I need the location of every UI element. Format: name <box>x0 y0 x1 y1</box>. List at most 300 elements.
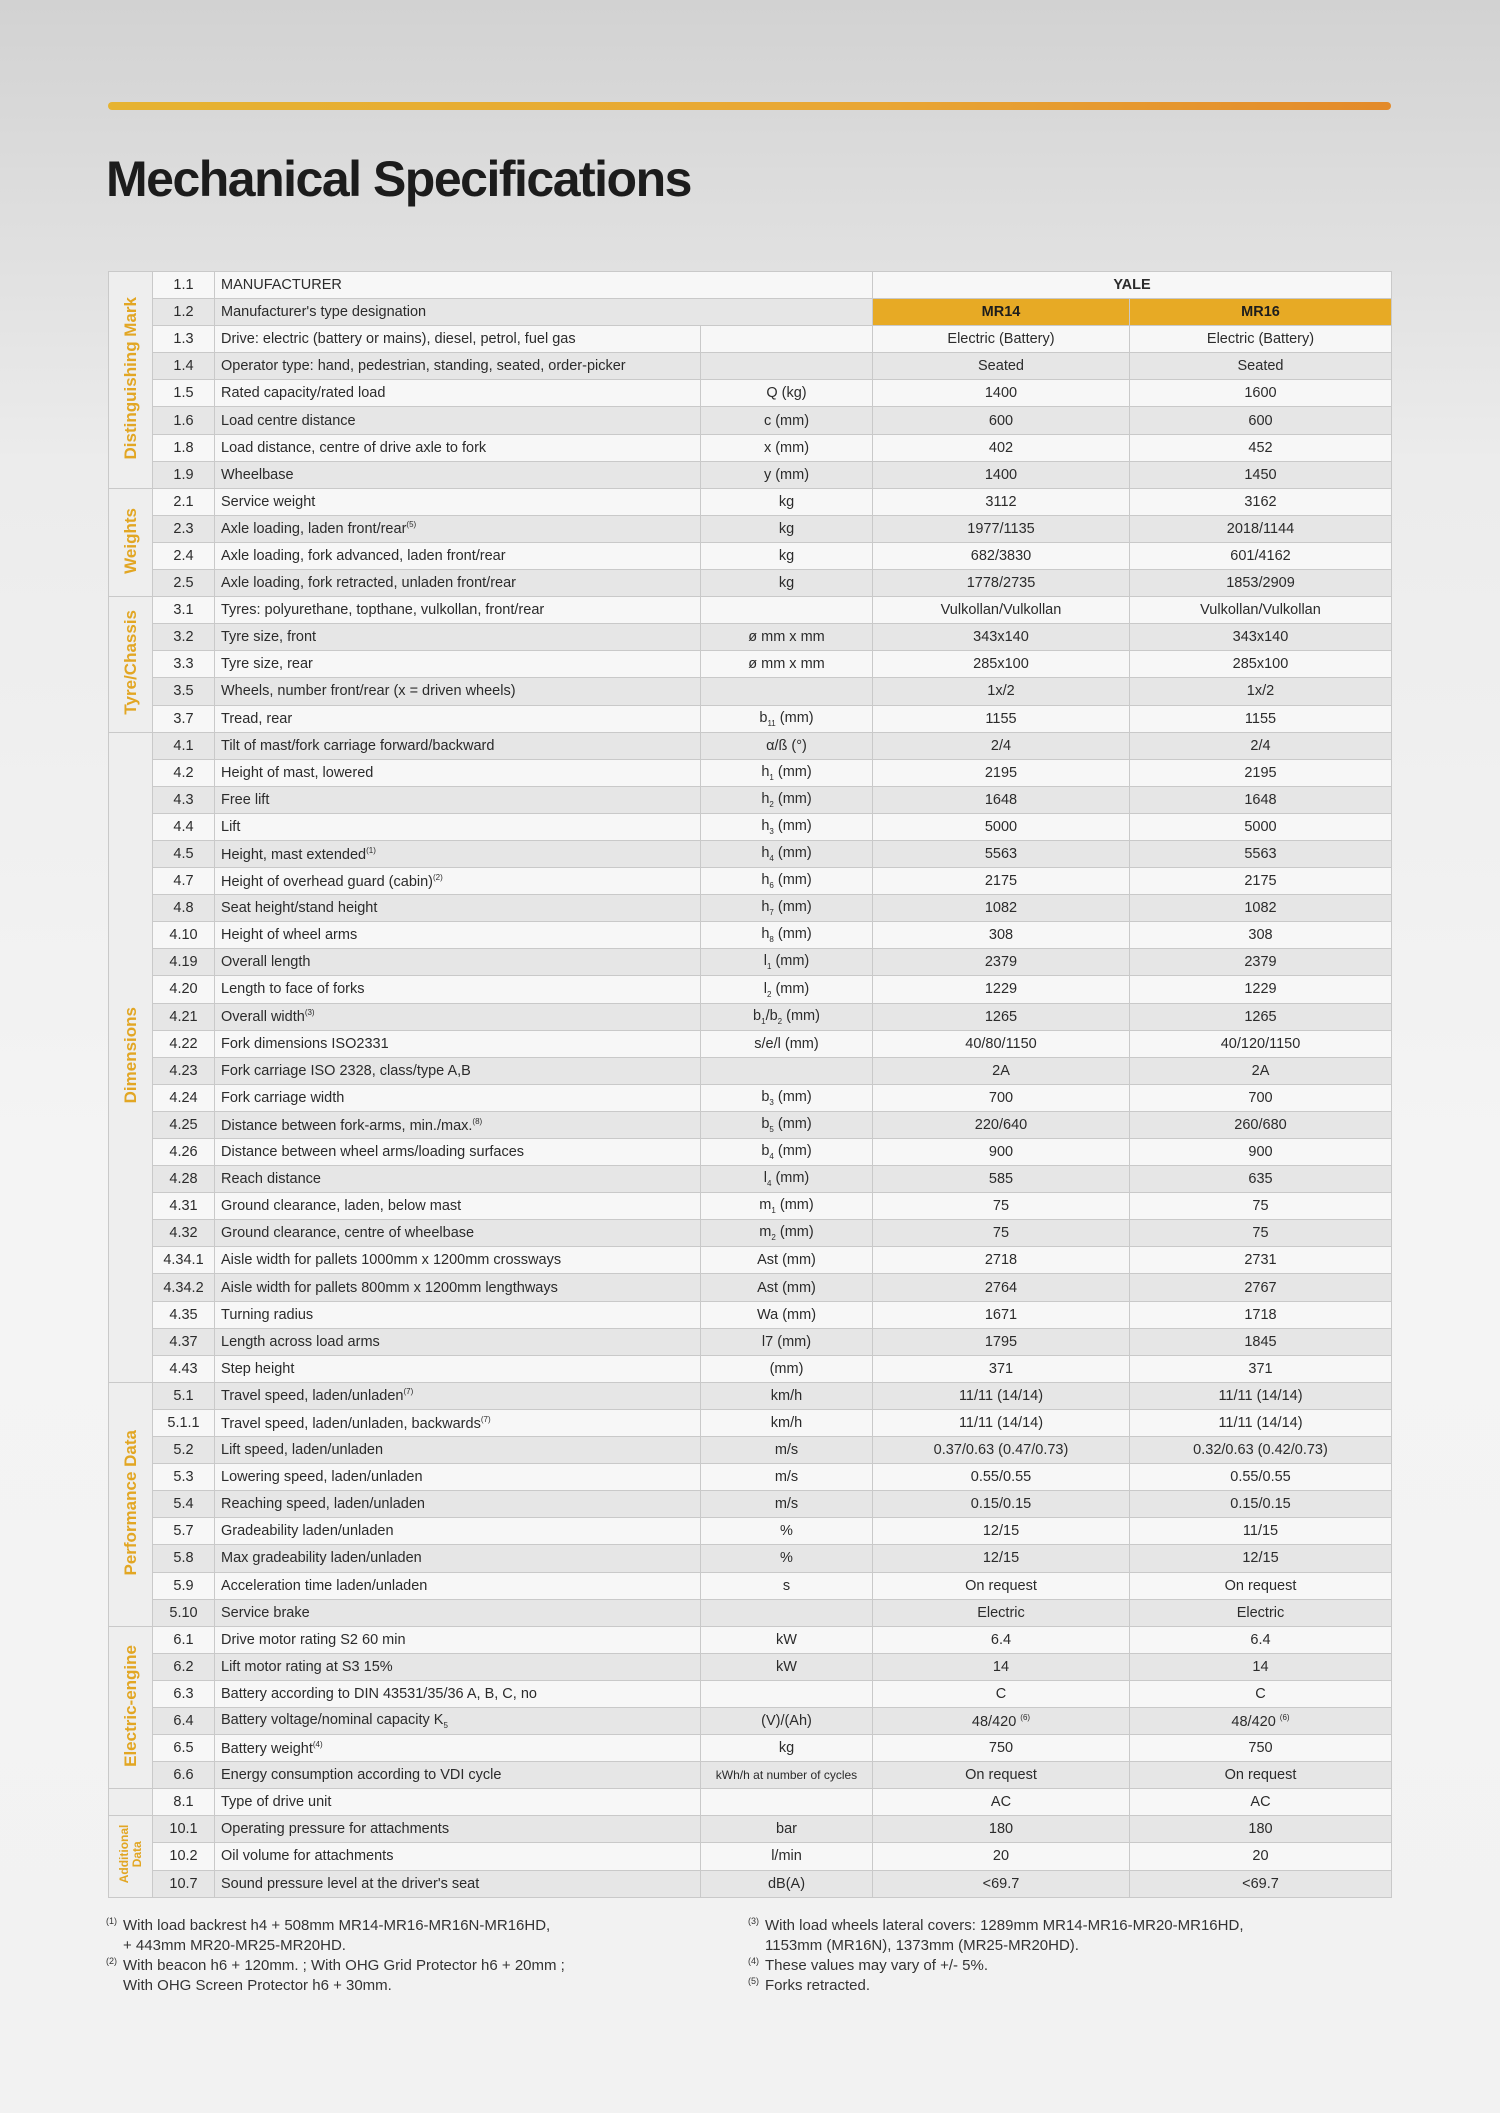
row-number: 3.7 <box>153 705 215 732</box>
value-mr14: 1155 <box>873 705 1130 732</box>
row-number: 10.7 <box>153 1870 215 1897</box>
row-unit: $b_4$ (mm) <box>701 1139 873 1166</box>
value-mr14: 1229 <box>873 976 1130 1003</box>
value-mr16: 2767 <box>1130 1274 1392 1301</box>
table-row <box>109 786 1392 813</box>
row-description: Load distance, centre of drive axle to fork <box>215 434 701 461</box>
row-number: 4.32 <box>153 1220 215 1247</box>
table-row <box>109 272 1392 299</box>
row-description: Height of wheel arms <box>215 922 701 949</box>
value-mr14: 2A <box>873 1057 1130 1084</box>
footnote-mark: (1) <box>106 1916 117 1926</box>
table-row <box>109 434 1392 461</box>
value-mr14: 11/11 (14/14) <box>873 1382 1130 1409</box>
row-unit: kW <box>701 1653 873 1680</box>
row-number: 10.2 <box>153 1843 215 1870</box>
table-row <box>109 840 1392 867</box>
manufacturer-value: YALE <box>873 272 1392 299</box>
table-row <box>109 1843 1392 1870</box>
row-unit: % <box>701 1518 873 1545</box>
value-mr16: 308 <box>1130 922 1392 949</box>
row-unit: $b_3$ (mm) <box>701 1084 873 1111</box>
value-mr14: 1082 <box>873 895 1130 922</box>
row-description: Height, mast extended$^{(1)}$ <box>215 840 701 867</box>
row-unit: y (mm) <box>701 461 873 488</box>
row-description: Drive motor rating S2 60 min <box>215 1626 701 1653</box>
row-description: Type of drive unit <box>215 1789 701 1816</box>
row-description: Fork carriage width <box>215 1084 701 1111</box>
row-description: Step height <box>215 1355 701 1382</box>
table-row <box>109 515 1392 542</box>
value-mr16: 75 <box>1130 1220 1392 1247</box>
spec-table <box>108 271 1392 1898</box>
row-unit: $b_5$ (mm) <box>701 1111 873 1138</box>
value-mr14: 0.55/0.55 <box>873 1464 1130 1491</box>
value-mr16: 1450 <box>1130 461 1392 488</box>
value-mr16: 371 <box>1130 1355 1392 1382</box>
table-row <box>109 1572 1392 1599</box>
row-description: Wheelbase <box>215 461 701 488</box>
value-mr14: 2718 <box>873 1247 1130 1274</box>
value-mr14: Seated <box>873 353 1130 380</box>
value-mr14: <69.7 <box>873 1870 1130 1897</box>
row-number: 4.20 <box>153 976 215 1003</box>
footnote-ref: (4) <box>312 1739 323 1749</box>
row-description: Max gradeability laden/unladen <box>215 1545 701 1572</box>
subscript: 1 <box>771 1206 776 1216</box>
row-number: 4.37 <box>153 1328 215 1355</box>
value-mr14: 285x100 <box>873 651 1130 678</box>
footnotes-right <box>748 1916 1243 1996</box>
table-row <box>109 1870 1392 1897</box>
value-mr16: <69.7 <box>1130 1870 1392 1897</box>
row-description: Overall width$^{(3)}$ <box>215 1003 701 1030</box>
value-mr16: 600 <box>1130 407 1392 434</box>
value-mr14: 1400 <box>873 380 1130 407</box>
row-number: 6.1 <box>153 1626 215 1653</box>
row-number: 3.1 <box>153 597 215 624</box>
row-unit: l7 (mm) <box>701 1328 873 1355</box>
footnote-text: Forks retracted. <box>765 1977 871 1994</box>
row-unit <box>701 353 873 380</box>
value-mr14: 75 <box>873 1193 1130 1220</box>
section-label-cell <box>109 1816 153 1897</box>
row-unit: l/min <box>701 1843 873 1870</box>
value-mr14: 600 <box>873 407 1130 434</box>
value-mr14: 2764 <box>873 1274 1130 1301</box>
row-number: 2.4 <box>153 542 215 569</box>
accent-bar <box>108 102 1391 110</box>
subscript: 7 <box>769 908 774 918</box>
row-description: Operating pressure for attachments <box>215 1816 701 1843</box>
table-row <box>109 597 1392 624</box>
table-row <box>109 895 1392 922</box>
row-number: 2.1 <box>153 488 215 515</box>
subscript: 4 <box>766 1179 772 1189</box>
value-mr16: 1229 <box>1130 976 1392 1003</box>
subscript: 11 <box>767 718 776 728</box>
row-description: Free lift <box>215 786 701 813</box>
value-mr14: 1x/2 <box>873 678 1130 705</box>
subscript: 1 <box>769 772 774 782</box>
row-description: Aisle width for pallets 800mm x 1200mm lengthways <box>215 1274 701 1301</box>
table-row <box>109 949 1392 976</box>
value-mr16: 20 <box>1130 1843 1392 1870</box>
section-label: Performance Data <box>120 1429 140 1576</box>
footnote-ref: (3) <box>304 1008 315 1018</box>
value-mr14: 0.37/0.63 (0.47/0.73) <box>873 1437 1130 1464</box>
row-unit <box>701 1789 873 1816</box>
value-mr16: 2A <box>1130 1057 1392 1084</box>
row-unit: Ast (mm) <box>701 1274 873 1301</box>
table-row <box>109 1328 1392 1355</box>
footnote-ref: (8) <box>472 1116 483 1126</box>
value-mr14: 1648 <box>873 786 1130 813</box>
footnote-ref: (7) <box>480 1414 491 1424</box>
row-description: Overall length <box>215 949 701 976</box>
row-description: Service brake <box>215 1599 701 1626</box>
subscript: 2 <box>769 799 774 809</box>
value-mr16: 285x100 <box>1130 651 1392 678</box>
row-description: Lift <box>215 813 701 840</box>
table-row <box>109 1599 1392 1626</box>
value-mr16: 2018/1144 <box>1130 515 1392 542</box>
row-description: Reaching speed, laden/unladen <box>215 1491 701 1518</box>
value-mr16: 2/4 <box>1130 732 1392 759</box>
value-mr14: 343x140 <box>873 624 1130 651</box>
value-mr14: 220/640 <box>873 1111 1130 1138</box>
value-mr16: 1155 <box>1130 705 1392 732</box>
subscript: 5 <box>769 1124 774 1134</box>
table-row <box>109 353 1392 380</box>
row-unit: bar <box>701 1816 873 1843</box>
row-unit: $b_{11}$ (mm) <box>701 705 873 732</box>
row-unit <box>701 1057 873 1084</box>
footnote-text: With load backrest h4 + 508mm MR14-MR16-MR16N-MR16HD, <box>123 1917 551 1934</box>
row-description: Oil volume for attachments <box>215 1843 701 1870</box>
row-number: 6.4 <box>153 1707 215 1734</box>
table-row <box>109 1762 1392 1789</box>
footnote <box>748 1956 1243 1976</box>
subscript: 6 <box>769 881 774 891</box>
table-row <box>109 488 1392 515</box>
table-row <box>109 1057 1392 1084</box>
row-description: Ground clearance, laden, below mast <box>215 1193 701 1220</box>
row-number: 4.10 <box>153 922 215 949</box>
table-row <box>109 1030 1392 1057</box>
row-description: Aisle width for pallets 1000mm x 1200mm crossways <box>215 1247 701 1274</box>
row-unit: % <box>701 1545 873 1572</box>
value-mr16: 260/680 <box>1130 1111 1392 1138</box>
page-title: Mechanical Specifications <box>106 151 691 207</box>
value-mr14: 371 <box>873 1355 1130 1382</box>
row-number: 5.8 <box>153 1545 215 1572</box>
table-row <box>109 299 1392 326</box>
section-label: Distinguishing Mark <box>120 296 140 460</box>
value-mr14: 75 <box>873 1220 1130 1247</box>
value-mr16: Seated <box>1130 353 1392 380</box>
row-description: Height of mast, lowered <box>215 759 701 786</box>
row-description: Tyre size, rear <box>215 651 701 678</box>
value-mr14: 12/15 <box>873 1518 1130 1545</box>
footnote-ref: (6) <box>1279 1712 1290 1722</box>
row-unit: m/s <box>701 1491 873 1518</box>
row-description: Lift speed, laden/unladen <box>215 1437 701 1464</box>
value-mr14: 2/4 <box>873 732 1130 759</box>
row-number: 4.2 <box>153 759 215 786</box>
row-description: Distance between fork-arms, min./max.$^{(8)}$ <box>215 1111 701 1138</box>
subscript: 4 <box>769 853 774 863</box>
subscript: 1 <box>761 1016 766 1026</box>
value-mr14: 1778/2735 <box>873 570 1130 597</box>
row-description: Turning radius <box>215 1301 701 1328</box>
value-mr16: 1x/2 <box>1130 678 1392 705</box>
value-mr16: 0.32/0.63 (0.42/0.73) <box>1130 1437 1392 1464</box>
row-description: Battery weight$^{(4)}$ <box>215 1735 701 1762</box>
footnote-mark: (5) <box>748 1976 759 1986</box>
value-mr16: 0.55/0.55 <box>1130 1464 1392 1491</box>
row-number: 2.5 <box>153 570 215 597</box>
row-unit: Wa (mm) <box>701 1301 873 1328</box>
row-unit: km/h <box>701 1409 873 1436</box>
footnote-text: With beacon h6 + 120mm. ; With OHG Grid Protector h6 + 20mm ; <box>123 1957 565 1974</box>
row-description: Length to face of forks <box>215 976 701 1003</box>
value-mr14: On request <box>873 1572 1130 1599</box>
value-mr16: 14 <box>1130 1653 1392 1680</box>
value-mr14: 0.15/0.15 <box>873 1491 1130 1518</box>
row-unit: Ast (mm) <box>701 1247 873 1274</box>
row-unit: Q (kg) <box>701 380 873 407</box>
subscript: 2 <box>777 1016 783 1026</box>
row-unit: $h_3$ (mm) <box>701 813 873 840</box>
row-unit: s/e/l (mm) <box>701 1030 873 1057</box>
subscript: 1 <box>766 962 772 972</box>
row-number: 4.34.1 <box>153 1247 215 1274</box>
value-mr14: 308 <box>873 922 1130 949</box>
value-mr14: C <box>873 1680 1130 1707</box>
row-unit: $h_4$ (mm) <box>701 840 873 867</box>
model-mr14: MR14 <box>873 299 1130 326</box>
value-mr16: 1718 <box>1130 1301 1392 1328</box>
row-number: 5.1.1 <box>153 1409 215 1436</box>
value-mr16: 2175 <box>1130 868 1392 895</box>
row-unit: x (mm) <box>701 434 873 461</box>
value-mr16: 0.15/0.15 <box>1130 1491 1392 1518</box>
value-mr14: 1265 <box>873 1003 1130 1030</box>
value-mr16: 343x140 <box>1130 624 1392 651</box>
subscript: 4 <box>769 1151 774 1161</box>
row-number: 4.21 <box>153 1003 215 1030</box>
row-number: 4.31 <box>153 1193 215 1220</box>
footnote <box>748 1916 1243 1956</box>
section-label: Additional Data <box>116 1825 144 1884</box>
value-mr16: AC <box>1130 1789 1392 1816</box>
row-number: 4.3 <box>153 786 215 813</box>
value-mr14: 682/3830 <box>873 542 1130 569</box>
row-unit <box>701 678 873 705</box>
row-unit: kg <box>701 515 873 542</box>
table-row <box>109 922 1392 949</box>
table-row <box>109 1111 1392 1138</box>
row-description: Distance between wheel arms/loading surfaces <box>215 1139 701 1166</box>
row-number: 1.9 <box>153 461 215 488</box>
row-number: 4.1 <box>153 732 215 759</box>
value-mr14: 3112 <box>873 488 1130 515</box>
value-mr16: 6.4 <box>1130 1626 1392 1653</box>
row-unit: $m_1$ (mm) <box>701 1193 873 1220</box>
table-row <box>109 1355 1392 1382</box>
table-row <box>109 1545 1392 1572</box>
row-unit: (V)/(Ah) <box>701 1707 873 1734</box>
row-unit: $h_2$ (mm) <box>701 786 873 813</box>
section-label: Tyre/Chassis <box>120 610 140 715</box>
table-row <box>109 542 1392 569</box>
value-mr14: 12/15 <box>873 1545 1130 1572</box>
row-description: Drive: electric (battery or mains), diesel, petrol, fuel gas <box>215 326 701 353</box>
row-description: Tyres: polyurethane, topthane, vulkollan, front/rear <box>215 597 701 624</box>
row-description: Travel speed, laden/unladen$^{(7)}$ <box>215 1382 701 1409</box>
row-unit: kg <box>701 542 873 569</box>
value-mr14: 1671 <box>873 1301 1130 1328</box>
section-label-cell <box>109 488 153 596</box>
value-mr14: 40/80/1150 <box>873 1030 1130 1057</box>
value-mr14: AC <box>873 1789 1130 1816</box>
section-label: Weights <box>120 507 140 574</box>
row-description: Reach distance <box>215 1166 701 1193</box>
value-mr14: Vulkollan/Vulkollan <box>873 597 1130 624</box>
value-mr16: 2379 <box>1130 949 1392 976</box>
row-unit: (mm) <box>701 1355 873 1382</box>
row-description: Manufacturer's type designation <box>215 299 873 326</box>
table-row <box>109 1518 1392 1545</box>
value-mr16: 11/15 <box>1130 1518 1392 1545</box>
row-number: 4.19 <box>153 949 215 976</box>
value-mr14: 180 <box>873 1816 1130 1843</box>
table-row <box>109 407 1392 434</box>
value-mr16: On request <box>1130 1572 1392 1599</box>
row-unit: kg <box>701 488 873 515</box>
row-number: 4.8 <box>153 895 215 922</box>
row-unit <box>701 597 873 624</box>
value-mr16: 1853/2909 <box>1130 570 1392 597</box>
value-mr16: 11/11 (14/14) <box>1130 1382 1392 1409</box>
value-mr16: 900 <box>1130 1139 1392 1166</box>
value-mr16: Electric <box>1130 1599 1392 1626</box>
row-number: 4.26 <box>153 1139 215 1166</box>
footnote-text-cont: 1153mm (MR16N), 1373mm (MR25-MR20HD). <box>765 1937 1079 1954</box>
row-description: Fork dimensions ISO2331 <box>215 1030 701 1057</box>
row-description: Load centre distance <box>215 407 701 434</box>
value-mr16: 452 <box>1130 434 1392 461</box>
row-unit: ø mm x mm <box>701 624 873 651</box>
value-mr14: 2379 <box>873 949 1130 976</box>
row-number: 5.10 <box>153 1599 215 1626</box>
row-number: 5.1 <box>153 1382 215 1409</box>
table-row <box>109 326 1392 353</box>
value-mr14: 5000 <box>873 813 1130 840</box>
table-row <box>109 678 1392 705</box>
subscript: 2 <box>766 989 772 999</box>
row-number: 4.28 <box>153 1166 215 1193</box>
value-mr14: 5563 <box>873 840 1130 867</box>
row-unit: kW <box>701 1626 873 1653</box>
row-unit: $l_1$ (mm) <box>701 949 873 976</box>
value-mr16: 750 <box>1130 1735 1392 1762</box>
section-label: Electric-engine <box>120 1644 140 1767</box>
footnote <box>748 1976 1243 1996</box>
row-number: 2.3 <box>153 515 215 542</box>
value-mr14: 402 <box>873 434 1130 461</box>
value-mr16: 5000 <box>1130 813 1392 840</box>
table-row <box>109 1139 1392 1166</box>
section-label-cell <box>109 1789 153 1816</box>
value-mr14: 1795 <box>873 1328 1130 1355</box>
row-description: Seat height/stand height <box>215 895 701 922</box>
row-number: 6.5 <box>153 1735 215 1762</box>
row-number: 4.34.2 <box>153 1274 215 1301</box>
row-number: 1.5 <box>153 380 215 407</box>
row-unit <box>701 326 873 353</box>
row-unit: km/h <box>701 1382 873 1409</box>
table-row <box>109 624 1392 651</box>
table-row <box>109 1653 1392 1680</box>
value-mr16: 2731 <box>1130 1247 1392 1274</box>
table-row <box>109 1166 1392 1193</box>
value-mr14: 6.4 <box>873 1626 1130 1653</box>
footnotes-left <box>106 1916 565 1996</box>
value-mr14: 1977/1135 <box>873 515 1130 542</box>
section-label-cell <box>109 597 153 732</box>
row-number: 1.3 <box>153 326 215 353</box>
value-mr16: 3162 <box>1130 488 1392 515</box>
table-row <box>109 1680 1392 1707</box>
table-row <box>109 1274 1392 1301</box>
row-number: 4.43 <box>153 1355 215 1382</box>
value-mr16: Electric (Battery) <box>1130 326 1392 353</box>
value-mr16: 1265 <box>1130 1003 1392 1030</box>
footnote-text-cont: With OHG Screen Protector h6 + 30mm. <box>123 1977 392 1994</box>
row-description: Tread, rear <box>215 705 701 732</box>
row-unit: s <box>701 1572 873 1599</box>
footnote-ref: (6) <box>1020 1712 1031 1722</box>
row-unit: $l_4$ (mm) <box>701 1166 873 1193</box>
table-row <box>109 1247 1392 1274</box>
table-row <box>109 570 1392 597</box>
row-description: Axle loading, fork advanced, laden front/rear <box>215 542 701 569</box>
table-row <box>109 705 1392 732</box>
table-row <box>109 1491 1392 1518</box>
value-mr16: 1600 <box>1130 380 1392 407</box>
footnote-text: These values may vary of +/- 5%. <box>765 1957 989 1974</box>
row-description: Axle loading, fork retracted, unladen front/rear <box>215 570 701 597</box>
value-mr14: 20 <box>873 1843 1130 1870</box>
value-mr16: On request <box>1130 1762 1392 1789</box>
section-label: Dimensions <box>120 1007 140 1104</box>
value-mr16: 601/4162 <box>1130 542 1392 569</box>
table-row <box>109 461 1392 488</box>
value-mr14: 48/420 $^{(6)}$ <box>873 1707 1130 1734</box>
row-number: 5.4 <box>153 1491 215 1518</box>
row-unit: $h_8$ (mm) <box>701 922 873 949</box>
footnote-mark: (3) <box>748 1916 759 1926</box>
row-number: 6.2 <box>153 1653 215 1680</box>
row-unit: $h_7$ (mm) <box>701 895 873 922</box>
row-number: 1.8 <box>153 434 215 461</box>
table-row <box>109 651 1392 678</box>
row-unit: m/s <box>701 1464 873 1491</box>
row-number: 1.6 <box>153 407 215 434</box>
value-mr14: 750 <box>873 1735 1130 1762</box>
